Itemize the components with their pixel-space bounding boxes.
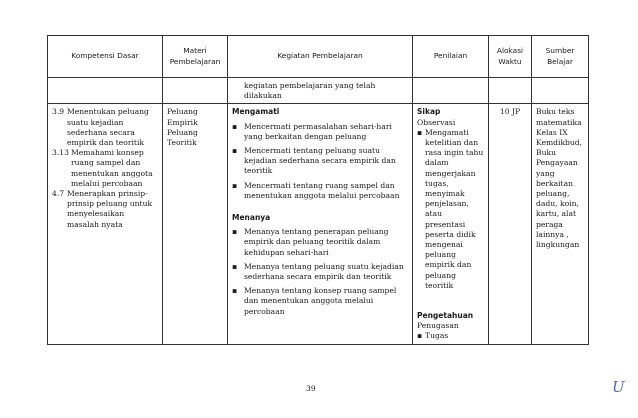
logo-icon: U xyxy=(612,378,625,396)
continuation-row xyxy=(48,78,589,104)
kompetensi-list xyxy=(52,107,158,229)
table-row xyxy=(48,104,589,344)
list-item: ▪ Mencermati tentang ruang sampel dan menentukan anggota melalui percobaan xyxy=(232,180,400,200)
sikap-heading: Sikap xyxy=(417,107,441,117)
list-item: ▪ Tugas xyxy=(417,331,449,341)
header-kegiatan: Kegiatan Pembelajaran xyxy=(228,36,413,78)
list-item: ▪ Mencermati permasalahan sehari-hari yang berkaitan dengan peluang xyxy=(232,121,392,141)
list-item: ▪ Mencermati tentang peluang suatu kejadian sederhana secara empirik dan teoritik xyxy=(232,146,396,176)
list-item: ▪ Menanya tentang penerapan peluang empirik dan peluang teoritik dalam kehidupan sehari-hari xyxy=(232,227,389,257)
syllabus-table xyxy=(47,35,589,345)
kegiatan-cell xyxy=(228,104,412,322)
mengamati-heading: Mengamati xyxy=(232,107,280,117)
list-item: 3.9 Menentukan peluang suatu kejadian sederhana secara empirik dan teoritik xyxy=(52,107,149,148)
list-item: ▪ Mengamati ketelitian dan rasa ingin tahu dalam mengerjakan tugas, menyimak penjelasan, atau presentasi peserta didik mengenai peluang empirik dan peluang teoritik xyxy=(417,127,484,290)
list-item: ▪ Menanya tentang peluang suatu kejadian sederhana secara empirik dan teoritik xyxy=(232,261,404,282)
materi-cell: Peluang Empirik Peluang Teoritik xyxy=(167,107,198,148)
page-number: 39 xyxy=(306,384,316,393)
table-header-row xyxy=(48,36,589,78)
header-sumber: Sumber Belajar xyxy=(532,36,589,78)
pengetahuan-heading: Pengetahuan xyxy=(417,311,474,321)
header-kompetensi: Kompetensi Dasar xyxy=(48,36,163,78)
menanya-heading: Menanya xyxy=(232,213,271,223)
continuation-text: kegiatan pembelajaran yang telah dilakukan xyxy=(244,81,376,101)
list-item: ▪ Menanya tentang konsep ruang sampel dan menentukan anggota melalui percobaan xyxy=(232,286,397,316)
header-alokasi: Alokasi Waktu xyxy=(489,36,532,78)
list-item: 4.7 Menerapkan prinsip-prinsip peluang untuk menyelesaikan masalah nyata xyxy=(52,189,153,229)
header-penilaian: Penilaian xyxy=(413,36,489,78)
sumber-value: Buku teks matematika Kelas IX Kemdikbud, Buku Pengayaan yang berkaitan peluang, dadu, koin, kartu, alat peraga lainnya , lingkungan xyxy=(536,107,583,250)
list-item: 3.13 Memahami konsep ruang sampel dan menentukan anggota melalui percobaan xyxy=(52,148,153,188)
alokasi-value: 10 JP xyxy=(499,107,521,117)
header-materi: Materi Pembelajaran xyxy=(163,36,228,78)
penilaian-cell: Sikap Observasi ▪ Mengamati ketelitian dan rasa ingin tahu dalam mengerjakan tugas, menyimak penjelasan, atau presentasi peserta didik mengenai peluang empirik dan peluang teoritik Pengetahuan Penugasan ▪ Tugas xyxy=(417,107,484,341)
